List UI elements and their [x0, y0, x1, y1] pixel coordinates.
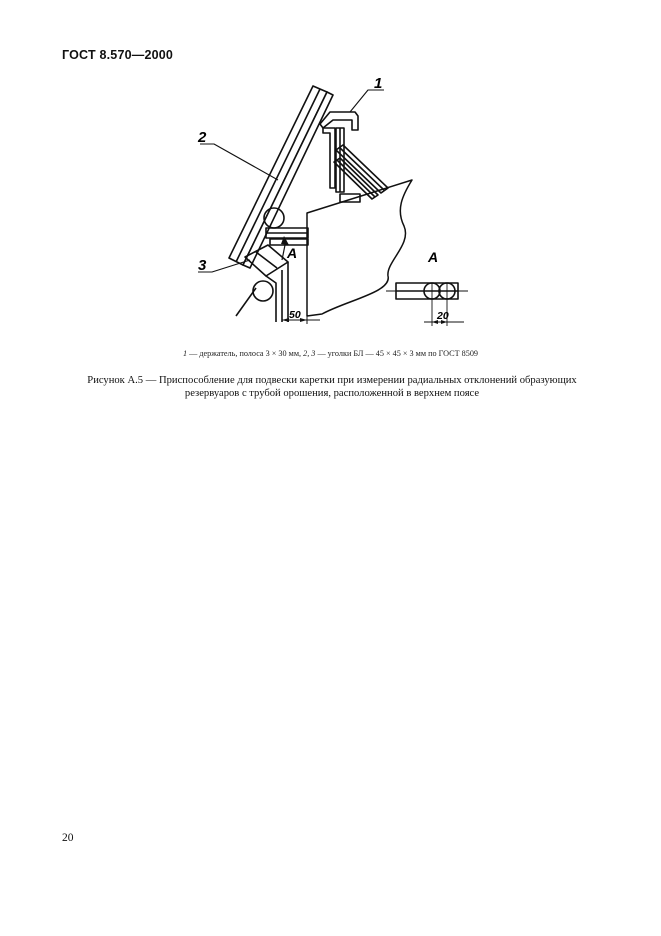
sprinkler-pipe-lower: [253, 281, 273, 301]
callout-2: 2: [198, 129, 207, 146]
dimension-50-text: 50: [289, 309, 301, 321]
callout-3: 3: [198, 257, 207, 274]
document-code-header: ГОСТ 8.570—2000: [62, 48, 174, 62]
legend-item-1-number: 1: [182, 349, 188, 358]
detail-view-a: [386, 283, 468, 326]
dimension-20-text: 20: [437, 310, 449, 322]
technical-drawing: [0, 0, 661, 340]
leader-2: [200, 144, 278, 180]
page-number: 20: [62, 832, 74, 844]
legend-item-23-number: 2, 3: [303, 349, 316, 358]
figure-title: Рисунок А.5 — Приспособление для подвески каретки при измерении радиальных отклонений образующих резервуаров с трубой орошения, расположенной в верхнем поясе: [87, 375, 577, 399]
legend-item-1-text: — держатель, полоса 3 × 30 мм,: [187, 349, 304, 358]
callout-1: 1: [374, 75, 383, 92]
figure-legend: [0, 349, 661, 358]
angle-profile-2: [229, 86, 333, 268]
view-a-label: A: [287, 245, 298, 261]
legend-item-23-text: — уголки БЛ — 45 × 45 × 3 мм по ГОСТ 8509: [315, 349, 479, 358]
detail-a-label: A: [428, 249, 439, 265]
leader-1: [350, 90, 384, 112]
brace-members: [334, 145, 388, 202]
